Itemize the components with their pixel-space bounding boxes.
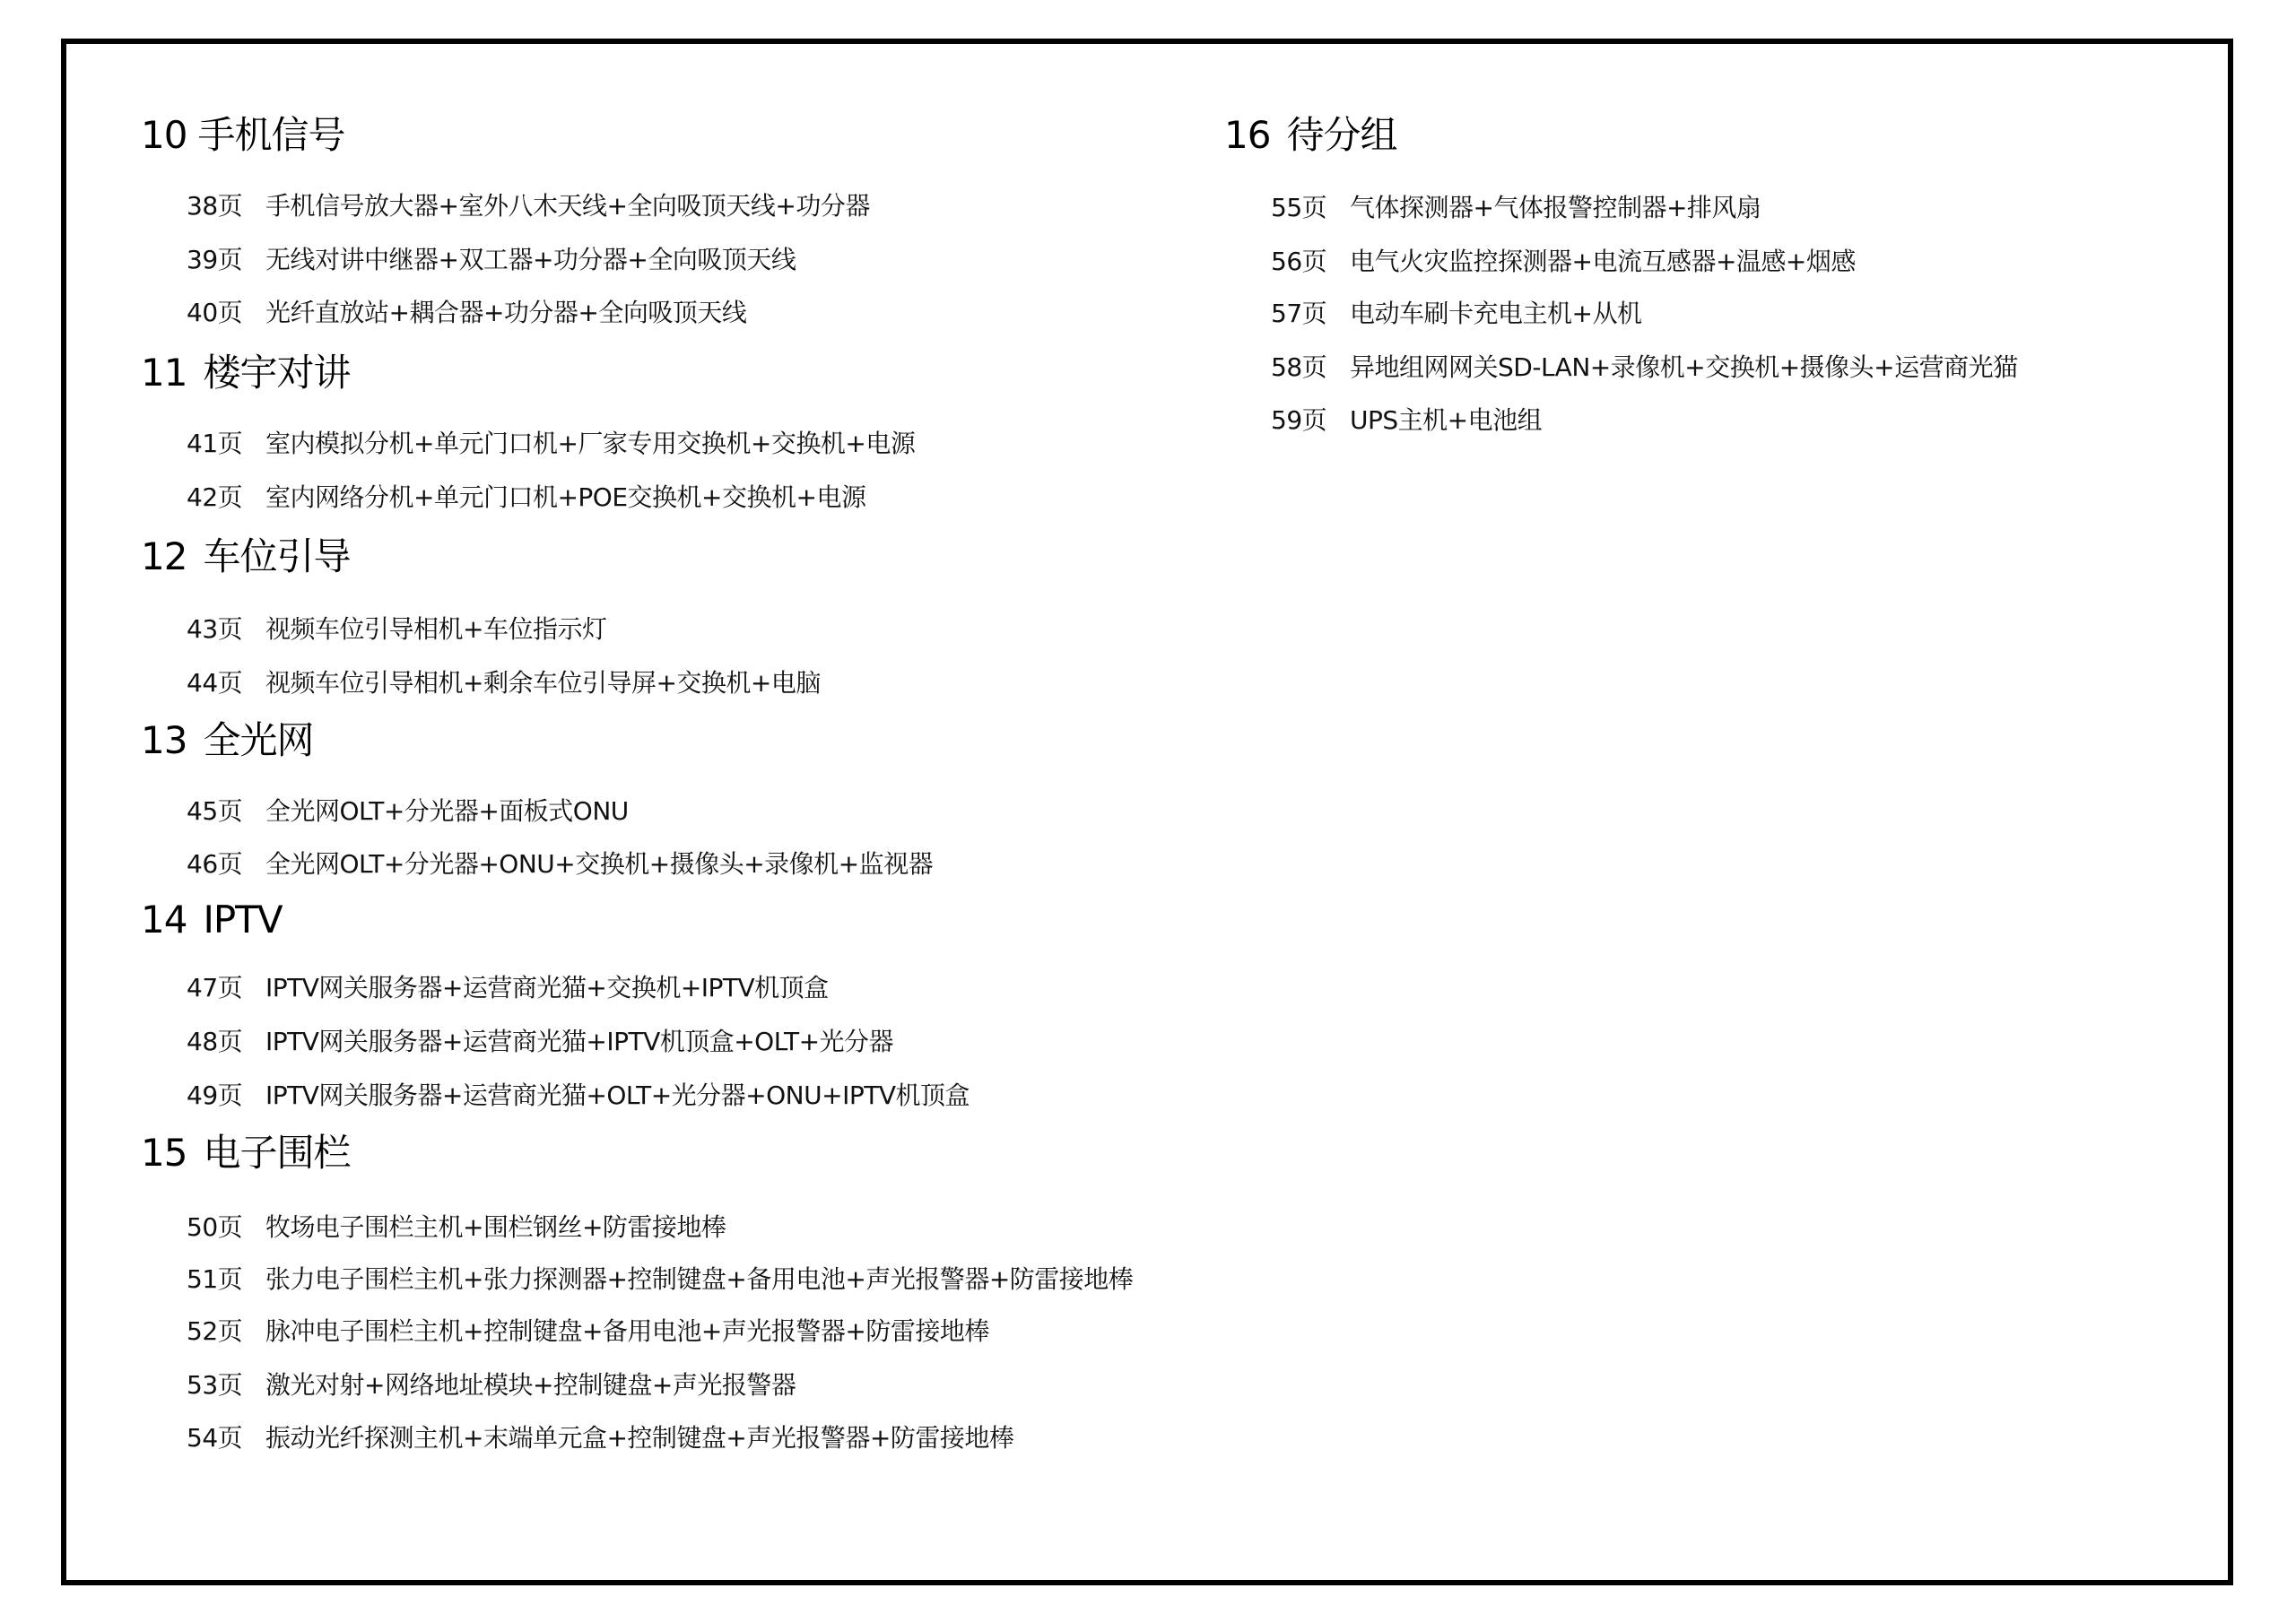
toc-entry[interactable] bbox=[187, 247, 796, 273]
toc-entry[interactable] bbox=[187, 973, 829, 1002]
toc-entry[interactable] bbox=[187, 668, 821, 698]
entry-description: IPTV网关服务器+运营商光猫+IPTV机顶盒+OLT+光分器 bbox=[265, 1027, 894, 1056]
section-title: 楼宇对讲 bbox=[203, 351, 351, 395]
entry-description: 电气火灾监控探测器+电流互感器+温感+烟感 bbox=[1350, 247, 1856, 276]
section-number: 14 bbox=[141, 898, 187, 942]
toc-entry[interactable] bbox=[1271, 249, 1856, 274]
toc-entry[interactable] bbox=[187, 1370, 796, 1400]
entry-description: 异地组网网关SD-LAN+录像机+交换机+摄像头+运营商光猫 bbox=[1350, 352, 2018, 382]
toc-entry[interactable] bbox=[187, 1212, 726, 1242]
section-heading-10 bbox=[141, 113, 345, 157]
page-number: 59页 bbox=[1271, 405, 1327, 435]
entry-description: 激光对射+网络地址模块+控制键盘+声光报警器 bbox=[265, 1370, 796, 1400]
entry-description: 视频车位引导相机+剩余车位引导屏+交换机+电脑 bbox=[265, 668, 821, 698]
page-number: 40页 bbox=[187, 298, 243, 327]
section-heading-13 bbox=[141, 718, 314, 762]
section-heading-14 bbox=[141, 898, 283, 942]
entry-description: IPTV网关服务器+运营商光猫+交换机+IPTV机顶盒 bbox=[265, 973, 829, 1002]
section-number: 12 bbox=[141, 534, 187, 578]
entry-description: 脉冲电子围栏主机+控制键盘+备用电池+声光报警器+防雷接地棒 bbox=[265, 1316, 989, 1346]
page-number: 45页 bbox=[187, 796, 243, 826]
page-number: 43页 bbox=[187, 614, 243, 644]
toc-entry[interactable] bbox=[187, 300, 746, 325]
section-heading-16 bbox=[1224, 113, 1397, 157]
entry-description: 牧场电子围栏主机+围栏钢丝+防雷接地棒 bbox=[265, 1212, 726, 1242]
toc-entry[interactable] bbox=[187, 191, 870, 221]
page-number: 39页 bbox=[187, 245, 243, 274]
toc-entry[interactable] bbox=[187, 1029, 893, 1055]
page-number: 53页 bbox=[187, 1370, 243, 1400]
entry-description: UPS主机+电池组 bbox=[1350, 405, 1543, 435]
section-heading-15 bbox=[141, 1131, 351, 1175]
page-number: 41页 bbox=[187, 429, 243, 458]
page-number: 55页 bbox=[1271, 193, 1327, 222]
toc-entry[interactable] bbox=[187, 1423, 1014, 1453]
section-number: 16 bbox=[1224, 113, 1271, 157]
entry-description: 气体探测器+气体报警控制器+排风扇 bbox=[1350, 193, 1761, 222]
toc-entry[interactable] bbox=[187, 1083, 970, 1108]
section-title: 车位引导 bbox=[203, 534, 351, 578]
section-heading-12 bbox=[141, 534, 351, 578]
page-number: 54页 bbox=[187, 1423, 243, 1453]
toc-entry[interactable] bbox=[187, 796, 629, 826]
page-number: 49页 bbox=[187, 1081, 243, 1110]
toc-entry[interactable] bbox=[187, 1264, 1134, 1294]
page-number: 47页 bbox=[187, 973, 243, 1002]
page-number: 52页 bbox=[187, 1316, 243, 1346]
entry-description: 张力电子围栏主机+张力探测器+控制键盘+备用电池+声光报警器+防雷接地棒 bbox=[265, 1264, 1134, 1294]
section-number: 11 bbox=[141, 351, 187, 395]
entry-description: 室内模拟分机+单元门口机+厂家专用交换机+交换机+电源 bbox=[265, 429, 916, 458]
entry-description: 视频车位引导相机+车位指示灯 bbox=[265, 614, 607, 644]
entry-description: 无线对讲中继器+双工器+功分器+全向吸顶天线 bbox=[265, 245, 796, 274]
page-number: 57页 bbox=[1271, 299, 1327, 328]
section-title: IPTV bbox=[203, 898, 283, 942]
entry-description: IPTV网关服务器+运营商光猫+OLT+光分器+ONU+IPTV机顶盒 bbox=[265, 1081, 970, 1110]
toc-entry[interactable] bbox=[1271, 405, 1543, 435]
page-number: 46页 bbox=[187, 849, 243, 879]
section-title: 电子围栏 bbox=[203, 1131, 351, 1175]
toc-entry[interactable] bbox=[1271, 301, 1641, 326]
toc-entry[interactable] bbox=[1271, 195, 1761, 221]
page-number: 48页 bbox=[187, 1027, 243, 1056]
entry-description: 电动车刷卡充电主机+从机 bbox=[1350, 299, 1642, 328]
page-number: 51页 bbox=[187, 1264, 243, 1294]
section-number: 10 bbox=[141, 113, 187, 157]
page-number: 50页 bbox=[187, 1212, 243, 1242]
entry-description: 全光网OLT+分光器+ONU+交换机+摄像头+录像机+监视器 bbox=[265, 849, 934, 879]
toc-entry[interactable] bbox=[187, 849, 934, 879]
section-title: 手机信号 bbox=[197, 113, 345, 157]
toc-entry[interactable] bbox=[187, 614, 607, 644]
toc-entry[interactable] bbox=[1271, 352, 2018, 382]
page-number: 38页 bbox=[187, 191, 243, 221]
page-number: 56页 bbox=[1271, 247, 1327, 276]
section-title: 全光网 bbox=[203, 718, 314, 762]
section-title: 待分组 bbox=[1286, 113, 1397, 157]
entry-description: 振动光纤探测主机+末端单元盒+控制键盘+声光报警器+防雷接地棒 bbox=[265, 1423, 1014, 1453]
entry-description: 手机信号放大器+室外八木天线+全向吸顶天线+功分器 bbox=[265, 191, 870, 221]
toc-entry[interactable] bbox=[187, 1316, 989, 1346]
entry-description: 室内网络分机+单元门口机+POE交换机+交换机+电源 bbox=[265, 482, 866, 512]
page-number: 42页 bbox=[187, 482, 243, 512]
page-number: 58页 bbox=[1271, 352, 1327, 382]
entry-description: 光纤直放站+耦合器+功分器+全向吸顶天线 bbox=[265, 298, 747, 327]
page-number: 44页 bbox=[187, 668, 243, 698]
toc-entry[interactable] bbox=[187, 431, 915, 456]
section-number: 13 bbox=[141, 718, 187, 762]
entry-description: 全光网OLT+分光器+面板式ONU bbox=[265, 796, 629, 826]
section-heading-11 bbox=[141, 351, 351, 395]
toc-entry[interactable] bbox=[187, 482, 866, 512]
section-number: 15 bbox=[141, 1131, 187, 1175]
